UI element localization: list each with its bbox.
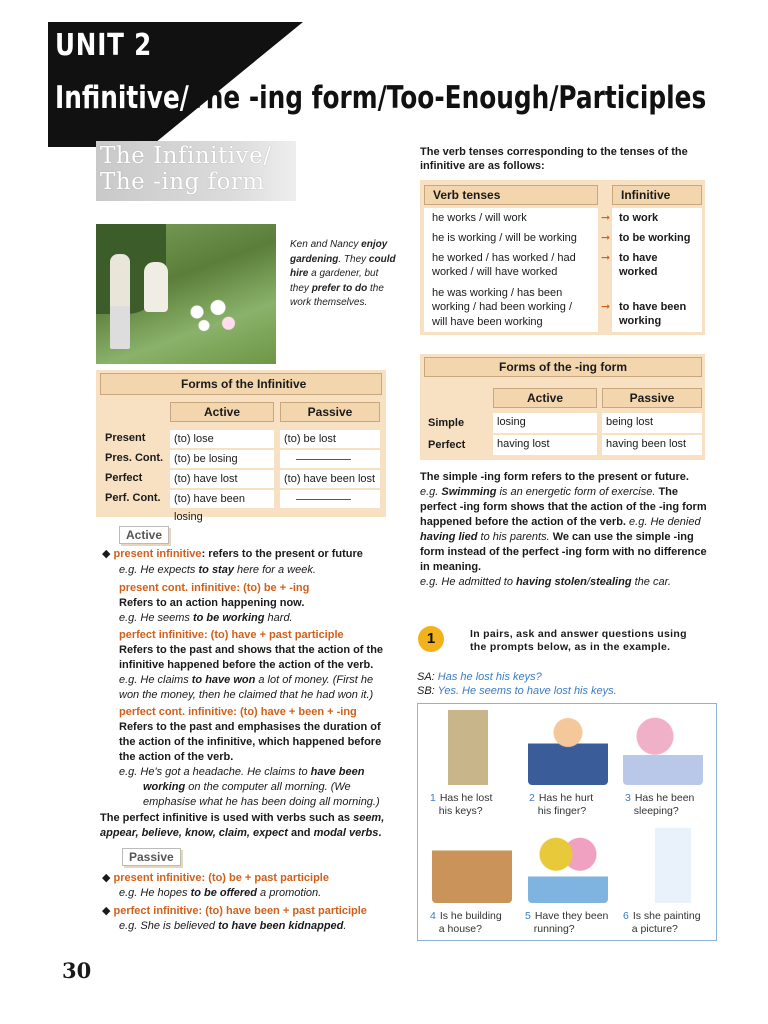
tenses-intro-2: infinitive are as follows: <box>420 160 545 172</box>
active-perfect-term: perfect infinitive: (to) have + past participle <box>119 629 344 641</box>
inf-cell: (to) be losing <box>170 450 274 468</box>
tenses-header-left: Verb tenses <box>424 185 598 205</box>
unit-label: UNIT 2 <box>55 28 153 63</box>
picture-lost-keys <box>432 710 512 785</box>
perfect-infinitive-verbs-note: The perfect infinitive is used with verbs such as seem, <box>100 812 385 824</box>
ing-cell: having been lost <box>602 435 702 455</box>
ing-cell: having lost <box>493 435 597 455</box>
tense-row-right: worked <box>619 266 658 278</box>
unit-title <box>55 80 706 116</box>
description-line: the action of the infinitive, which happened before <box>119 736 382 748</box>
tense-row-right: to have been <box>619 301 687 313</box>
ing-header-passive: Passive <box>602 388 702 408</box>
active-present-cont-term: present cont. infinitive: (to) be + -ing <box>119 582 310 594</box>
gardening-photo <box>96 224 276 364</box>
inf-cell: (to) have lost <box>170 470 274 488</box>
active-perfect-cont-term: perfect cont. infinitive: (to) have + been + -ing <box>119 706 357 718</box>
arrow-icon: ➞ <box>601 232 611 244</box>
example-line: e.g. He's got a headache. He claims to have been <box>119 766 365 778</box>
ing-cell: being lost <box>602 413 702 433</box>
inf-cell: (to) have been losing <box>170 490 274 508</box>
ing-row-label: Simple <box>428 417 465 429</box>
ing-header-active: Active <box>493 388 597 408</box>
inf-row-label: Perfect <box>105 472 143 484</box>
inf-cell-empty <box>280 450 380 468</box>
prompt-1: 1 Has he lost his keys? <box>430 792 493 817</box>
inf-row-label: Perf. Cont. <box>105 492 161 504</box>
picture-building-house <box>432 828 512 903</box>
description-line: Refers to the past and shows that the action of the <box>119 644 384 656</box>
ing-text-line: e.g. He admitted to having stolen/stealing the car. <box>420 576 671 588</box>
ing-table-title: Forms of the -ing form <box>424 357 702 377</box>
ing-cell: losing <box>493 413 597 433</box>
ing-row-label: Perfect <box>428 439 466 451</box>
passive-perfect-infinitive: ◆ perfect infinitive: (to) have been + past participle <box>102 905 367 917</box>
example-line: won the money, then he claimed that he had won it.) <box>119 689 374 701</box>
tenses-intro-1: The verb tenses corresponding to the tenses of the <box>420 146 688 158</box>
picture-running <box>528 828 608 903</box>
active-tag: Active <box>119 526 169 544</box>
tense-row-left: he works / will work <box>432 212 527 224</box>
inf-header-active: Active <box>170 402 274 422</box>
title-part1: Infinitive/ <box>55 80 189 116</box>
example-sa: SA: Has he lost his keys? <box>417 671 542 683</box>
example-line: e.g. She is believed to have been kidnapped. <box>119 920 347 932</box>
infinitive-table-title: Forms of the Infinitive <box>100 373 382 395</box>
page-number: 30 <box>62 958 92 983</box>
arrow-icon: ➞ <box>601 212 611 224</box>
exercise-number-badge: 1 <box>418 626 444 652</box>
exercise-instruction-1: In pairs, ask and answer questions using <box>470 628 687 640</box>
inf-cell-empty <box>280 490 380 508</box>
tense-row-left: he was working / has been <box>432 287 563 299</box>
prompt-2: 2 Has he hurt his finger? <box>529 792 594 817</box>
picture-sleeping <box>623 710 703 785</box>
arrow-icon: ➞ <box>601 301 611 313</box>
ing-text-line: e.g. Swimming is an energetic form of exercise. The <box>420 486 678 498</box>
tense-row-right: to work <box>619 212 659 224</box>
exercise-instruction-2: the prompts below, as in the example. <box>470 641 671 653</box>
title-part2: The -ing form/Too-Enough/Participles <box>188 80 707 116</box>
ing-text-line: happened before the action of the verb. e.g. He denied <box>420 516 701 528</box>
picture-painting <box>623 828 703 903</box>
tense-row-left: will have been working <box>432 316 543 328</box>
description-line: Refers to the past and emphasises the duration of <box>119 721 381 733</box>
description-line: Refers to an action happening now. <box>119 597 305 609</box>
tense-row-right: working <box>619 315 662 327</box>
prompt-3: 3 Has he been sleeping? <box>625 792 695 817</box>
tenses-header-right: Infinitive <box>612 185 702 205</box>
inf-header-passive: Passive <box>280 402 380 422</box>
example-line: e.g. He hopes to be offered a promotion. <box>119 887 322 899</box>
inf-cell: (to) lose <box>170 430 274 448</box>
tense-row-right: to have <box>619 252 658 264</box>
example-line: working on the computer all morning. (We <box>143 781 351 793</box>
passive-present-infinitive: ◆ present infinitive: (to) be + past participle <box>102 872 329 884</box>
active-present-infinitive: ◆ present infinitive: refers to the present or future <box>102 548 363 560</box>
tense-row-left: he is working / will be working <box>432 232 577 244</box>
description-line: infinitive happened before the action of the verb. <box>119 659 374 671</box>
perfect-infinitive-verbs-note-2: appear, believe, know, claim, expect and modal verbs. <box>100 827 382 839</box>
tense-row-left: he worked / has worked / had <box>432 252 576 264</box>
ing-text-line: The simple -ing form refers to the present or future. <box>420 471 689 483</box>
inf-cell: (to) have been lost <box>280 470 380 488</box>
arrow-icon: ➞ <box>601 252 611 264</box>
section-banner-line1: The Infinitive/ <box>100 143 272 169</box>
exercise-pictures <box>417 703 717 941</box>
section-banner <box>96 141 296 201</box>
tense-row-left: worked / will have worked <box>432 266 558 278</box>
example-line: e.g. He claims to have won a lot of money. (First he <box>119 674 374 686</box>
example-line: e.g. He seems to be working hard. <box>119 612 293 624</box>
tense-row-left: working / had been working / <box>432 301 573 313</box>
passive-tag: Passive <box>122 848 181 866</box>
inf-cell: (to) be lost <box>280 430 380 448</box>
picture-hurt-finger <box>528 710 608 785</box>
inf-row-label: Present <box>105 432 146 444</box>
inf-row-label: Pres. Cont. <box>105 452 164 464</box>
prompt-6: 6 Is she painting a picture? <box>623 910 701 935</box>
ing-text-line: having lied to his parents. We can use the simple -ing <box>420 531 694 543</box>
prompt-5: 5 Have they been running? <box>525 910 609 935</box>
example-line: emphasise what he has been doing all morning.) <box>143 796 380 808</box>
example-sb: SB: Yes. He seems to have lost his keys. <box>417 685 617 697</box>
tense-row-right: to be working <box>619 232 691 244</box>
ing-text-line: in meaning. <box>420 561 482 573</box>
photo-caption: Ken and Nancy enjoy gardening. They could hire a gardener, but they prefer to do the work themselves. <box>290 239 396 308</box>
section-banner-line2: The -ing form <box>100 169 265 195</box>
prompt-4: 4 Is he building a house? <box>430 910 502 935</box>
ing-text-line: form instead of the perfect -ing form with no difference <box>420 546 707 558</box>
description-line: the action of the verb. <box>119 751 234 763</box>
ing-text-line: perfect -ing form shows that the action of the -ing form <box>420 501 707 513</box>
example-line: e.g. He expects to stay here for a week. <box>119 564 316 576</box>
